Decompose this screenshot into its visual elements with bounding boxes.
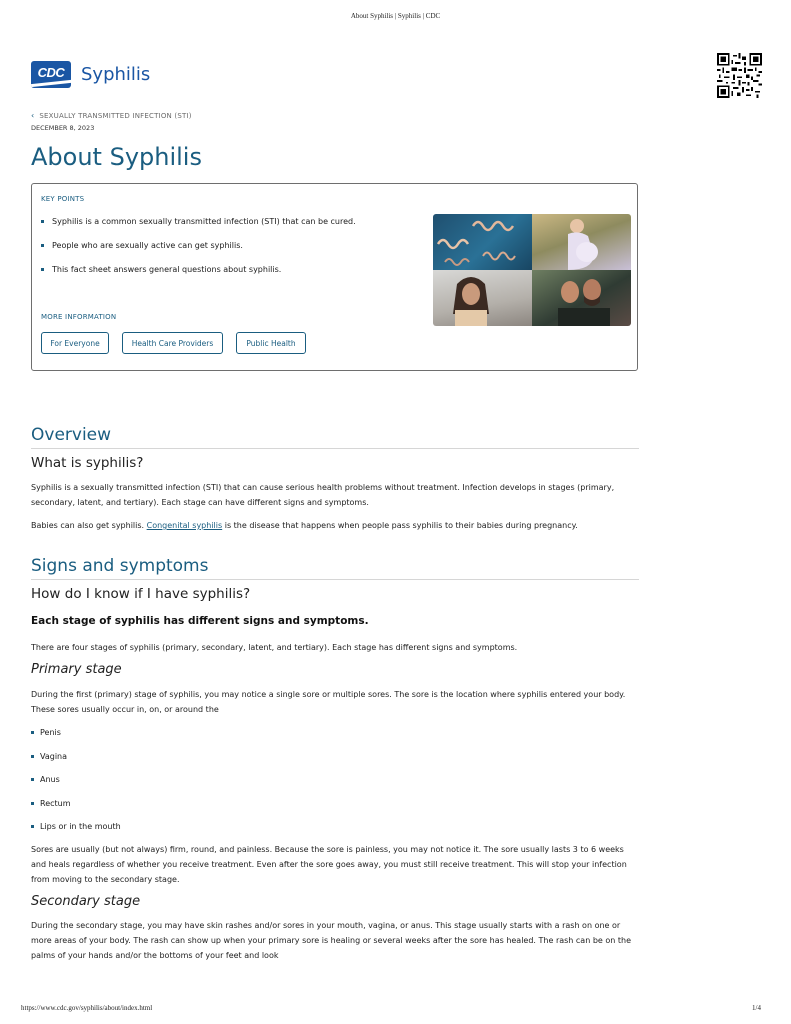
publish-date: DECEMBER 8, 2023 — [31, 124, 95, 132]
stages-intro-paragraph: There are four stages of syphilis (primary, secondary, latent, and tertiary). Each stage has different signs and symptoms. — [31, 643, 518, 652]
pregnant-woman-image — [532, 214, 631, 270]
primary-stage-paragraph: During the first (primary) stage of syphilis, you may notice a single sore or multiple sores. The sore is the location where syphilis entered your body. These sores usually occur in, on, or around the — [31, 690, 626, 714]
worried-woman-image — [433, 270, 532, 326]
print-footer-url: https://www.cdc.gov/syphilis/about/index.html — [21, 1004, 153, 1012]
page-title: About Syphilis — [31, 143, 202, 171]
key-points-label: KEY POINTS — [41, 195, 85, 203]
how-do-i-know-heading: How do I know if I have syphilis? — [31, 586, 251, 602]
for-everyone-button[interactable]: For Everyone — [41, 332, 109, 354]
key-points-list — [41, 216, 356, 288]
what-is-syphilis-heading: What is syphilis? — [31, 455, 144, 471]
overview-heading: Overview — [31, 425, 639, 449]
couple-image — [532, 270, 631, 326]
sores-paragraph: Sores are usually (but not always) firm, round, and painless. Because the sore is painless, you may not notice it. The sore usually lasts 3 to 6 weeks and heals regardless of whether you receive treatment. Even after the sore goes away, you must still receive treatment. This will stop your infection from moving to the secondary stage. — [31, 845, 627, 884]
breadcrumb[interactable] — [31, 111, 192, 120]
site-title[interactable]: Syphilis — [81, 64, 151, 85]
list-item: Lips or in the mouth — [31, 822, 121, 846]
signs-and-symptoms-heading: Signs and symptoms — [31, 556, 639, 580]
list-item: Vagina — [31, 752, 121, 776]
list-item: Penis — [31, 728, 121, 752]
list-item: Rectum — [31, 799, 121, 823]
breadcrumb-label[interactable]: SEXUALLY TRANSMITTED INFECTION (STI) — [39, 112, 192, 120]
congenital-syphilis-link[interactable]: Congenital syphilis — [146, 521, 223, 530]
secondary-stage-heading: Secondary stage — [31, 894, 141, 909]
congenital-paragraph — [31, 518, 641, 533]
stages-bold-heading: Each stage of syphilis has different signs and symptoms. — [31, 615, 369, 627]
bacteria-image — [433, 214, 532, 270]
paragraph-text: is the disease that happens when people pass syphilis to their babies during pregnancy. — [222, 521, 578, 530]
cdc-logo[interactable] — [31, 61, 71, 88]
chevron-left-icon: ‹ — [31, 111, 35, 120]
key-point-item: Syphilis is a common sexually transmitted infection (STI) that can be cured. — [41, 216, 356, 228]
sore-locations-list — [31, 728, 121, 846]
qr-code-icon — [717, 53, 762, 98]
primary-stage-heading: Primary stage — [31, 662, 122, 677]
secondary-stage-paragraph: During the secondary stage, you may have skin rashes and/or sores in your mouth, vagina, or anus. This stage usually starts with a rash on one or more areas of your body. The rash can show up when your primary sore is healing or several weeks after the sore has healed. The rash can be on the palms of your hands and/or the bottoms of your feet and look — [31, 921, 632, 960]
print-header: About Syphilis | Syphilis | CDC — [350, 12, 441, 20]
key-point-item: This fact sheet answers general questions about syphilis. — [41, 264, 356, 276]
health-care-providers-button[interactable]: Health Care Providers — [122, 332, 223, 354]
key-points-box — [31, 183, 638, 371]
cdc-logo-text: CDC — [37, 65, 65, 80]
more-information-label: MORE INFORMATION — [41, 313, 117, 321]
print-footer-page-number: 1/4 — [752, 1004, 761, 1012]
paragraph-text: Babies can also get syphilis. — [31, 521, 147, 530]
list-item: Anus — [31, 775, 121, 799]
key-points-image-collage — [433, 214, 631, 326]
overview-paragraph: Syphilis is a sexually transmitted infection (STI) that can cause serious health problems without treatment. Infection develops in stages (primary, secondary, latent, and tertiary). Each stage can have different signs and symptoms. — [31, 483, 615, 507]
key-point-item: People who are sexually active can get syphilis. — [41, 240, 356, 252]
site-brand[interactable] — [31, 61, 150, 88]
public-health-button[interactable]: Public Health — [236, 332, 306, 354]
